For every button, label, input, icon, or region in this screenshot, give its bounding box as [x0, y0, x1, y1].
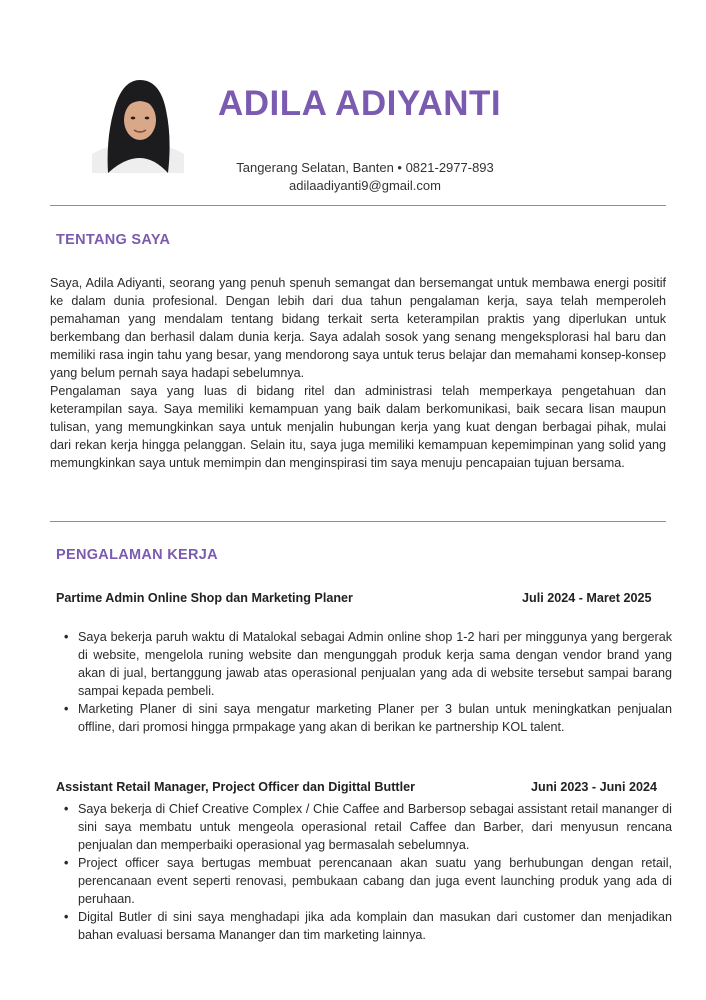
profile-photo	[92, 76, 184, 173]
job-role: Assistant Retail Manager, Project Officer dan Digittal Buttler	[56, 780, 416, 794]
job-bullet: • Saya bekerja paruh waktu di Matalokal sebagai Admin online shop 1-2 hari per minggunya yang bergerak di website, mengelola runing website dan mengunggah produk kerja sama dengan vendor brand yang akan di jual, bertanggung jawab atas operasional penjualan yang ada di website tersebut sampai barang sampai kepada pembeli.	[60, 628, 672, 700]
job-bullet: • Project officer saya bertugas membuat perencanaan akan suatu yang berhubungan dengan retail, perencanaan event seperti renovasi, pembukaan cabang dan juga event launching produk yang ada di peruhaan.	[60, 854, 672, 908]
contact-block	[200, 159, 530, 195]
contact-email: adilaadiyanti9@gmail.com	[289, 178, 441, 193]
section-title-about: TENTANG SAYA	[56, 232, 171, 248]
divider	[50, 205, 666, 206]
job-bullet-list	[60, 800, 672, 944]
about-paragraph: Saya, Adila Adiyanti, seorang yang penuh spenuh semangat dan bersemangat untuk membawa energi positif ke dalam dunia profesional. Dengan lebih dari dua tahun pengalaman kerja, saya telah memperoleh pemahaman yang mendalam tentang bidang terkait serta keterampilan praktis yang diperlukan untuk berkembang dan berhasil dalam dunia kerja. Saya adalah sosok yang senang mengeksplorasi hal baru dan memiliki rasa ingin tahu yang besar, yang mendorong saya untuk terus belajar dan memahami konsep-konsep yang belum pernah saya hadapi sebelumnya.	[50, 276, 666, 380]
job-dates: Juli 2024 - Maret 2025	[522, 591, 652, 605]
profile-photo-illustration	[92, 76, 184, 173]
job-bullet: • Digital Butler di sini saya menghadapi jika ada komplain dan masukan dari customer dan menjadikan bahan evaluasi bersama Mananger dan tim marketing lainnya.	[60, 908, 672, 944]
job-bullet-list	[60, 628, 672, 736]
job-role: Partime Admin Online Shop dan Marketing Planer	[56, 591, 353, 605]
job-bullet: • Saya bekerja di Chief Creative Complex / Chie Caffee and Barbersop sebagai assistant retail mananger di sini saya membatu untuk mengeola operasional retail Caffee dan Barber, dari menyusun rencana penjualan dan memperbaiki operasional yag bermasalah sebelumnya.	[60, 800, 672, 854]
section-title-experience: PENGALAMAN KERJA	[56, 547, 218, 563]
contact-location-phone: Tangerang Selatan, Banten • 0821-2977-893	[236, 160, 494, 175]
candidate-name: ADILA ADIYANTI	[218, 84, 502, 123]
job-dates: Juni 2023 - Juni 2024	[531, 780, 657, 794]
about-paragraph: Pengalaman saya yang luas di bidang ritel dan administrasi telah memperkaya pengetahuan dan keterampilan saya. Saya memiliki kemampuan yang baik dalam berkomunikasi, baik secara lisan maupun tulisan, yang memungkinkan saya untuk menjalin hubungan kerja yang kuat dengan berbagai pihak, mulai dari rekan kerja hingga pelanggan. Selain itu, saya juga memiliki kemampuan kepemimpinan yang solid yang memungkinkan saya untuk memimpin dan menginspirasi tim saya menuju pencapaian tujuan bersama.	[50, 384, 666, 470]
divider	[50, 521, 666, 522]
job-header	[56, 780, 672, 794]
job-header	[56, 591, 668, 605]
about-text	[50, 274, 666, 472]
job-bullet: • Marketing Planer di sini saya mengatur marketing Planer per 3 bulan untuk meningkatkan penjualan offline, dari promosi hingga prmpakage yang akan di berikan ke partnership KOL talent.	[60, 700, 672, 736]
